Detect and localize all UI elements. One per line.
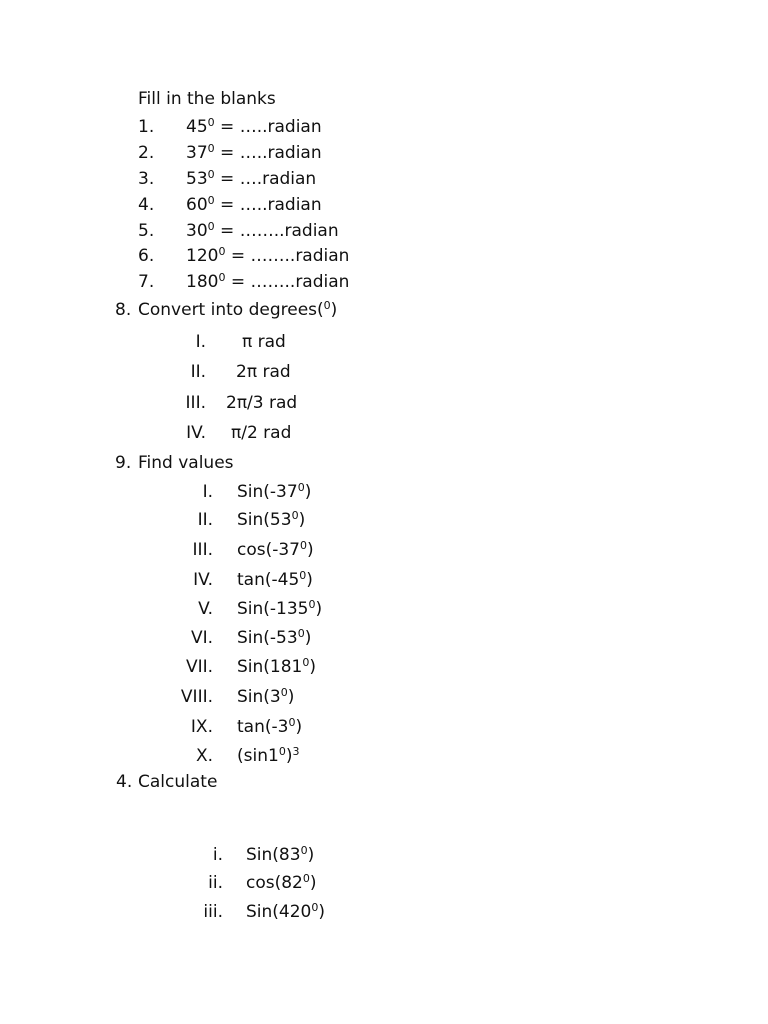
item-number: VI. — [190, 628, 213, 648]
item-number: iii. — [203, 902, 223, 922]
calculate-heading: Calculate — [138, 772, 218, 792]
item-text: $\cos(82^0)$ — [246, 872, 317, 893]
item-number: IV. — [186, 423, 206, 443]
item-text: $Sin(-53^0)$ — [237, 627, 312, 648]
item-number: 6. — [138, 246, 155, 266]
item-text: $Sin(3^0)$ — [237, 686, 295, 707]
item-number: II. — [197, 510, 213, 530]
item-text: $45^0$ = …..radian — [186, 116, 322, 137]
section-number: 4. — [116, 772, 133, 792]
convert-heading: Convert into degrees($^0$) — [138, 299, 338, 320]
item-number: I. — [195, 332, 206, 352]
item-text: $53^0$ = ….radian — [186, 168, 317, 189]
item-number: VIII. — [180, 687, 213, 707]
item-number: 1. — [138, 117, 155, 137]
item-text: π rad — [242, 332, 286, 352]
item-text: $120^0$ = ……..radian — [186, 245, 350, 266]
item-text: $Sin(-37^0)$ — [237, 481, 312, 502]
item-number: X. — [195, 746, 213, 766]
fill-blanks-heading: Fill in the blanks — [138, 89, 276, 109]
section-number: 8. — [115, 300, 132, 320]
item-number: 2. — [138, 143, 155, 163]
item-number: VII. — [185, 657, 213, 677]
item-text: $30^0$ = ……..radian — [186, 220, 339, 241]
item-text: $60^0$ = …..radian — [186, 194, 322, 215]
item-number: ii. — [208, 873, 223, 893]
item-text: $Sin(83^0)$ — [246, 844, 315, 865]
item-number: 7. — [138, 272, 155, 292]
item-number: IX. — [190, 717, 213, 737]
item-number: 3. — [138, 169, 155, 189]
item-text: $\cos(-37^0)$ — [237, 539, 314, 560]
item-text: 2π/3 rad — [226, 393, 298, 413]
item-text: $\tan(-45^0)$ — [237, 569, 313, 590]
item-text: $Sin(-135^0)$ — [237, 598, 323, 619]
item-number: II. — [190, 362, 206, 382]
item-text: $Sin(181^0)$ — [237, 656, 317, 677]
section-number: 9. — [115, 453, 132, 473]
item-text: π/2 rad — [231, 423, 292, 443]
item-number: 4. — [138, 195, 155, 215]
item-number: IV. — [193, 570, 213, 590]
item-number: V. — [198, 599, 213, 619]
item-text: $Sin(53^0)$ — [237, 509, 306, 530]
item-text: $Sin(420^0)$ — [246, 901, 326, 922]
item-text: $(\sin 1^0)^3$ — [237, 745, 300, 766]
find-values-heading: Find values — [138, 453, 234, 473]
item-number: 5. — [138, 221, 155, 241]
item-number: i. — [212, 845, 223, 865]
item-text: $\tan(-3^0)$ — [237, 716, 303, 737]
item-text: 2π rad — [236, 362, 291, 382]
item-text: $180^0$ = ……..radian — [186, 271, 350, 292]
item-number: I. — [202, 482, 213, 502]
item-number: III. — [192, 540, 213, 560]
item-text: $37^0$ = …..radian — [186, 142, 322, 163]
item-number: III. — [185, 393, 206, 413]
